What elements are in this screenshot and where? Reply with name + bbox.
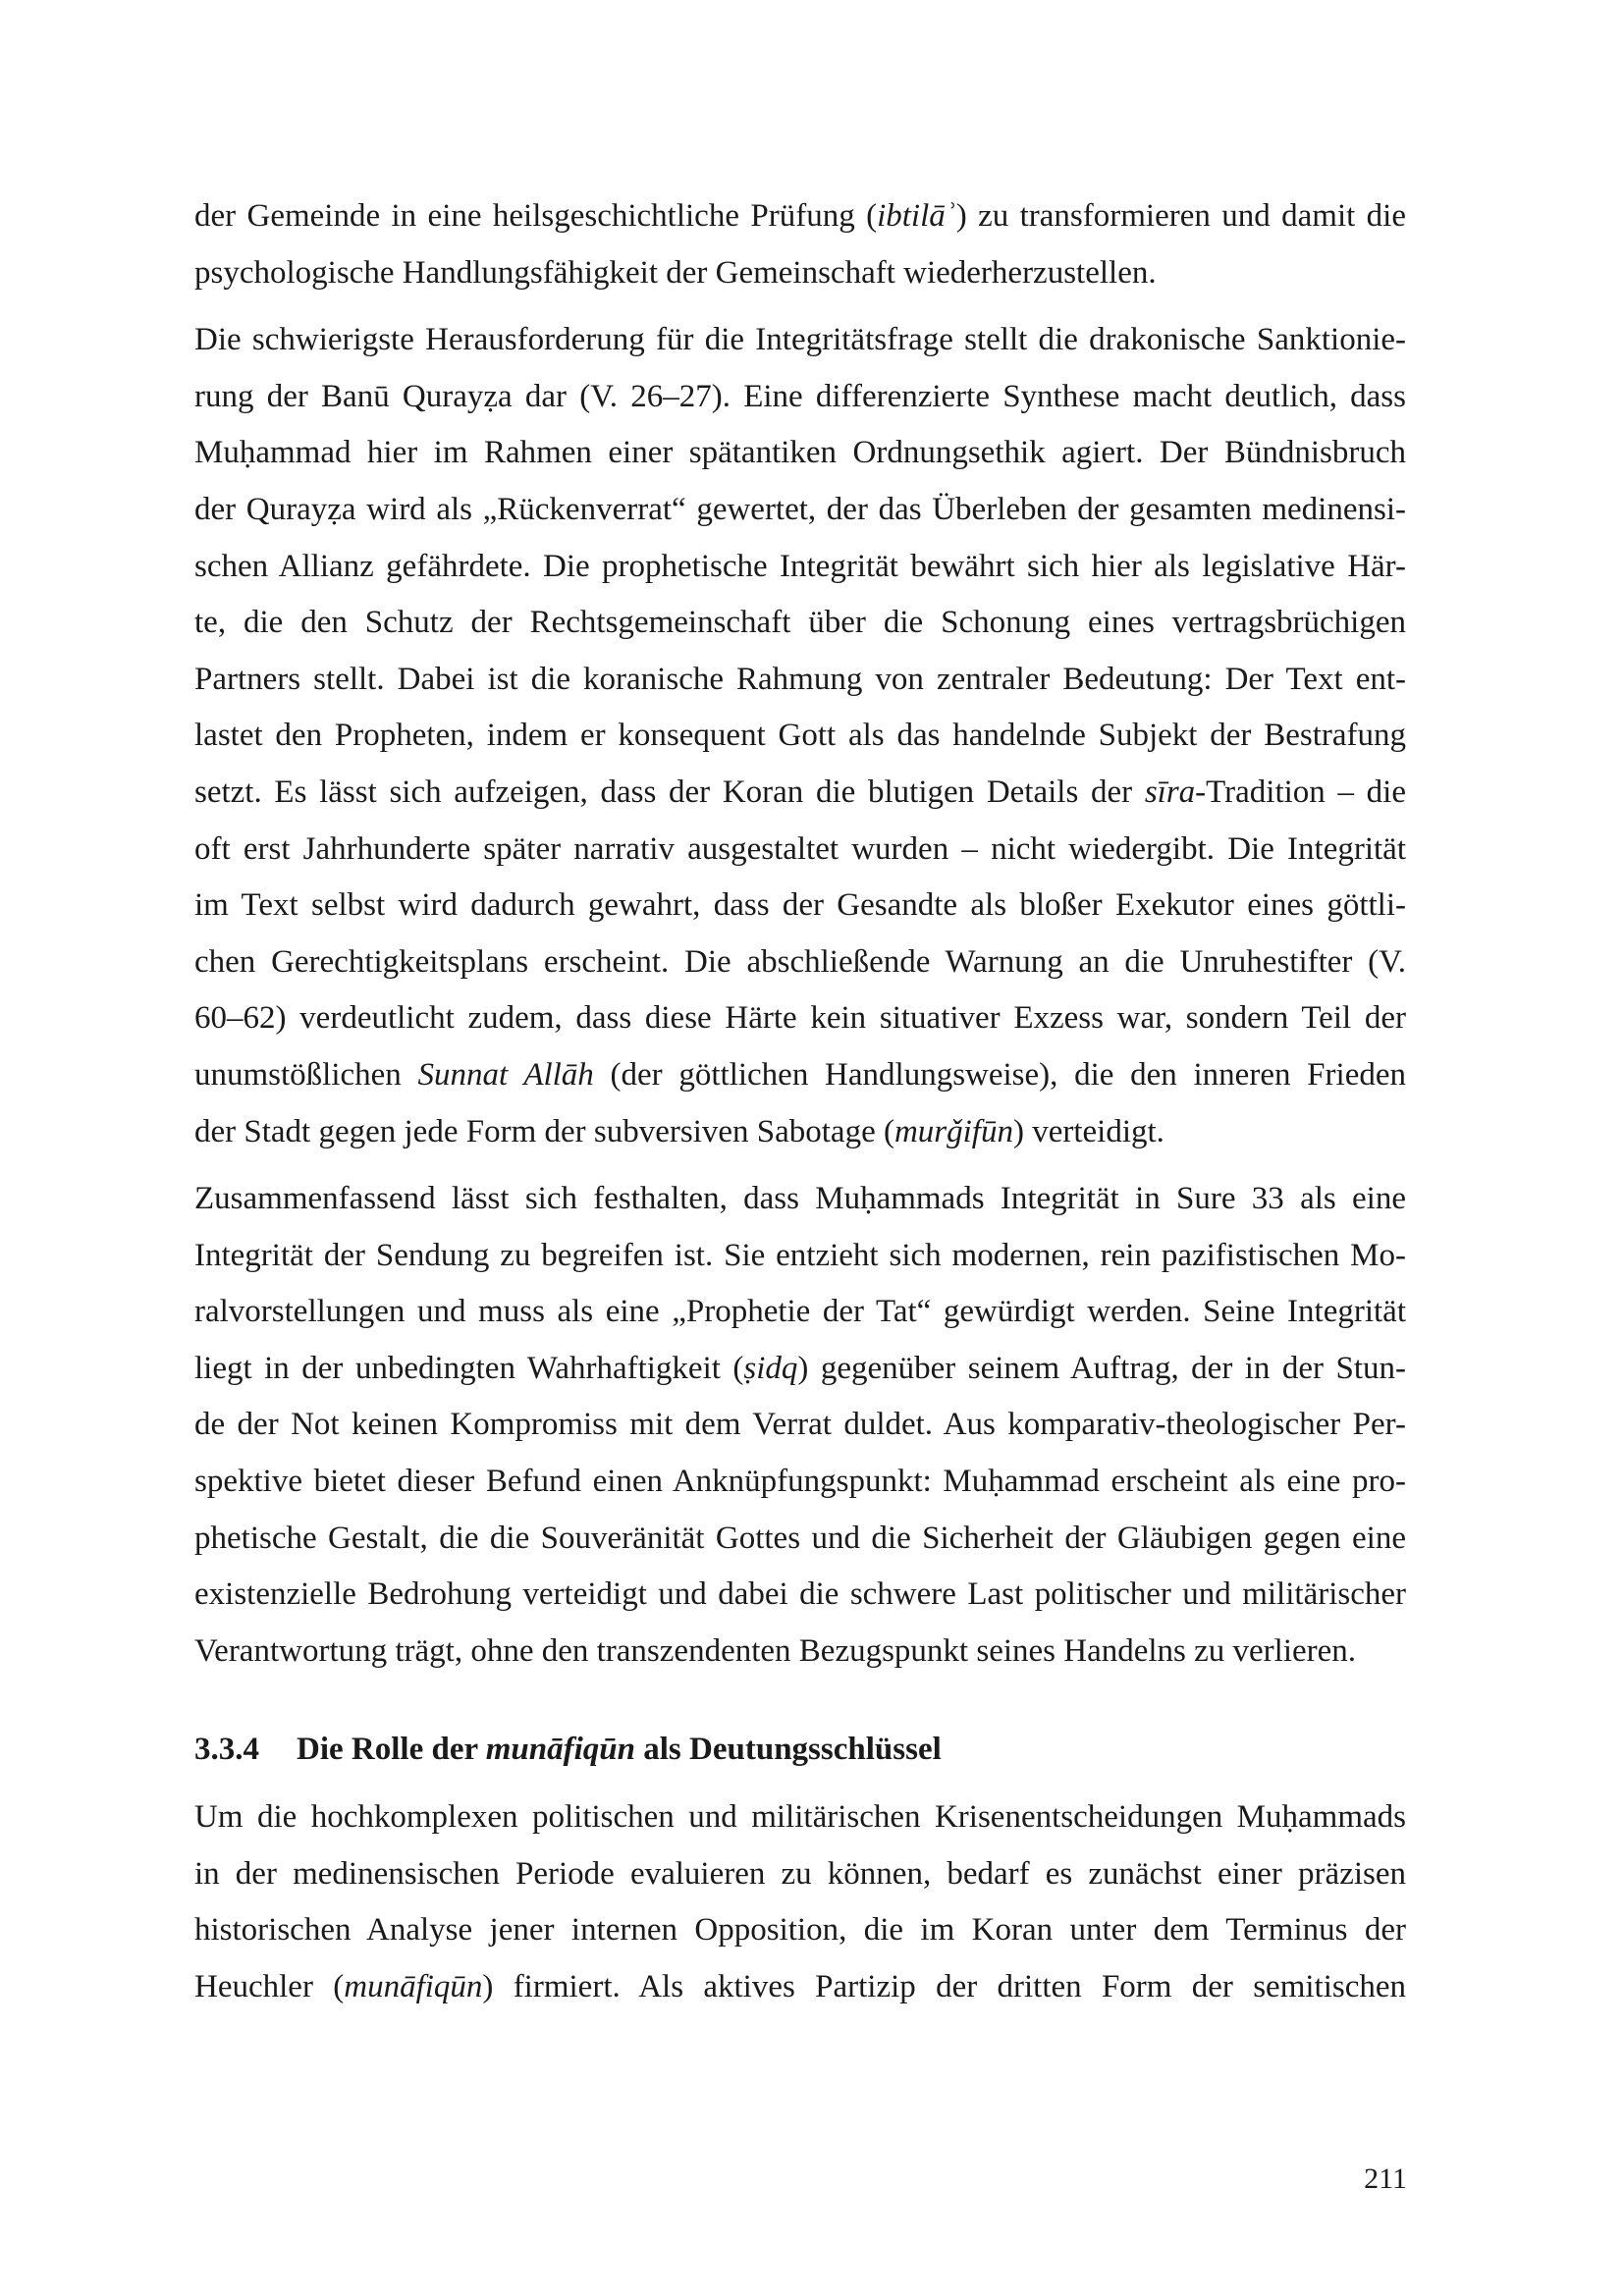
paragraph-4 (194, 1789, 1406, 2015)
text-line: unumstößlichen Sunnat Allāh (der göttlichen Handlungsweise), die den inneren Frieden (194, 1056, 1406, 1093)
page-body (194, 188, 1406, 2026)
italic-term: ibtilāʾ (877, 198, 956, 234)
text-line: schen Allianz gefährdete. Die prophetische Integrität bewährt sich hier als legislative Här- (194, 548, 1406, 584)
text-line: Integrität der Sendung zu begreifen ist. Sie entzieht sich modernen, rein pazifistischen Mo- (194, 1237, 1406, 1273)
text-line: historischen Analyse jener internen Opposition, die im Koran unter dem Terminus der (194, 1912, 1406, 1949)
section-heading (194, 1722, 1406, 1779)
section-number: 3.3.4 (194, 1732, 259, 1768)
text-line: liegt in der unbedingten Wahrhaftigkeit (ṣidq) gegenüber seinem Auftrag, der in der Stun- (194, 1350, 1406, 1386)
text-line: Muḥammad hier im Rahmen einer spätantiken Ordnungsethik agiert. Der Bündnisbruch (194, 435, 1406, 471)
italic-term: sīra (1144, 774, 1196, 810)
italic-term: munāfiqūn (344, 1968, 483, 2004)
text-line: in der medinensischen Periode evaluieren zu können, bedarf es zunächst einer präzisen (194, 1855, 1406, 1892)
paragraph-3 (194, 1171, 1406, 1680)
text-line: lastet den Propheten, indem er konsequent Gott als das handelnde Subjekt der Bestrafung (194, 718, 1406, 754)
text-line: Die schwierigste Herausforderung für die Integritätsfrage stellt die drakonische Sanktionie- (194, 322, 1406, 358)
section-title-start: Die Rolle der (297, 1732, 486, 1768)
text-line: te, die den Schutz der Rechtsgemeinschaft über die Schonung eines vertragsbrüchigen (194, 605, 1406, 641)
text-line: Um die hochkomplexen politischen und militärischen Krisenentscheidungen Muḥammads (194, 1799, 1406, 1836)
text-line: Zusammenfassend lässt sich festhalten, dass Muḥammads Integrität in Sure 33 als eine (194, 1181, 1406, 1217)
paragraph-2 (194, 312, 1406, 1160)
text-line: Partners stellt. Dabei ist die koranische Rahmung von zentraler Bedeutung: Der Text ent- (194, 661, 1406, 697)
text-line: der Gemeinde in eine heilsgeschichtliche Prüfung (ibtilāʾ) zu transformieren und damit die (194, 198, 1406, 234)
italic-term: ṣidq (743, 1350, 798, 1386)
text-line: setzt. Es lässt sich aufzeigen, dass der Koran die blutigen Details der sīra-Tradition – die (194, 774, 1406, 810)
text-line: der Stadt gegen jede Form der subversiven Sabotage (murǧifūn) verteidigt. (194, 1113, 1164, 1149)
text-line: de der Not keinen Kompromiss mit dem Verrat duldet. Aus komparativ-theologischer Per- (194, 1407, 1406, 1443)
page-number: 211 (1364, 2163, 1407, 2195)
text-line: 60–62) verdeutlicht zudem, dass diese Härte kein situativer Exzess war, sondern Teil der (194, 1000, 1406, 1037)
italic-term: murǧifūn (893, 1113, 1013, 1149)
italic-term: Sunnat Allāh (417, 1056, 594, 1093)
section-title-term: munāfiqūn (485, 1732, 636, 1768)
text-line: im Text selbst wird dadurch gewahrt, dass der Gesandte als bloßer Exekutor eines göttli- (194, 887, 1406, 924)
paragraph-1 (194, 188, 1406, 301)
text-line: oft erst Jahrhunderte später narrativ ausgestaltet wurden – nicht wiedergibt. Die Integrität (194, 830, 1406, 867)
text-line: chen Gerechtigkeitsplans erscheint. Die abschließende Warnung an die Unruhestifter (V. (194, 943, 1406, 980)
text-line: spektive bietet dieser Befund einen Anknüpfungspunkt: Muḥammad erscheint als eine pro- (194, 1464, 1406, 1500)
text-line: ralvorstellungen und muss als eine „Prophetie der Tat“ gewürdigt werden. Seine Integrität (194, 1294, 1406, 1330)
text-line: existenzielle Bedrohung verteidigt und dabei die schwere Last politischer und militärischer (194, 1576, 1406, 1613)
text-line: psychologische Handlungsfähigkeit der Gemeinschaft wiederherzustellen. (194, 254, 1157, 291)
text-line: der Qurayẓa wird als „Rückenverrat“ gewertet, der das Überleben der gesamten medinensi- (194, 491, 1406, 527)
text-line: Verantwortung trägt, ohne den transzendenten Bezugspunkt seines Handelns zu verlieren. (194, 1632, 1357, 1669)
section-title-end: als Deutungsschlüssel (635, 1732, 942, 1768)
text-line: Heuchler (munāfiqūn) firmiert. Als aktives Partizip der dritten Form der semitischen (194, 1968, 1407, 2004)
text-line: phetische Gestalt, die die Souveränität Gottes und die Sicherheit der Gläubigen gegen eine (194, 1520, 1406, 1556)
text-line: rung der Banū Qurayẓa dar (V. 26–27). Eine differenzierte Synthese macht deutlich, dass (194, 378, 1406, 414)
